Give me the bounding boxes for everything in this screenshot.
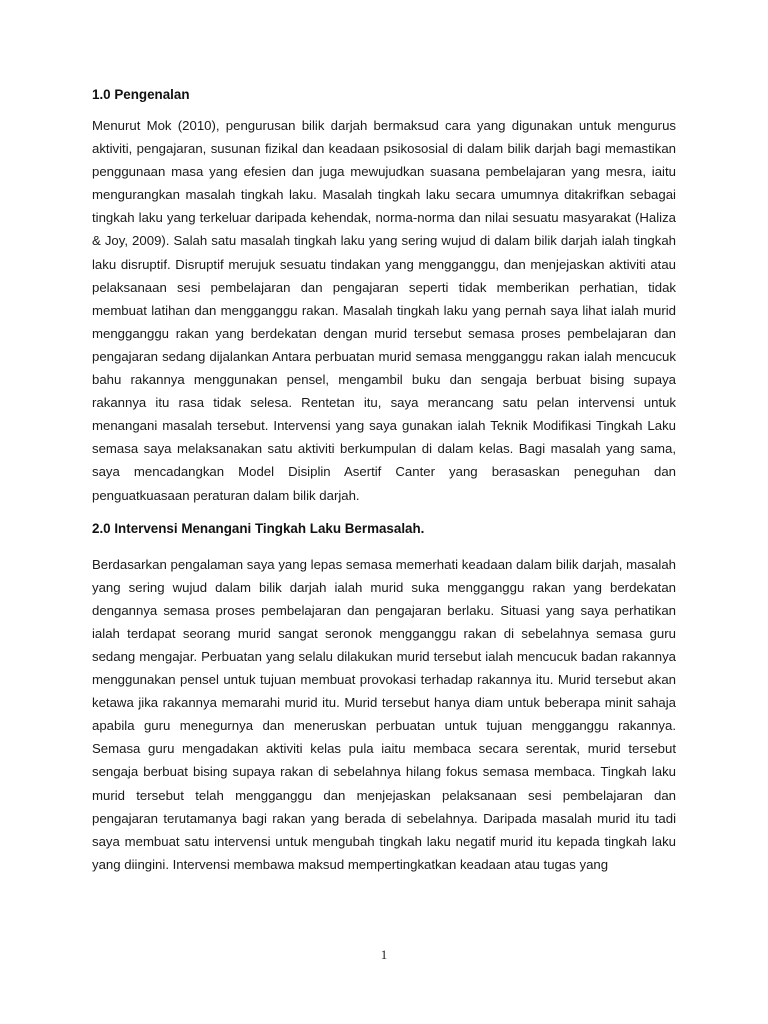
paragraph-intervensi: Berdasarkan pengalaman saya yang lepas semasa memerhati keadaan dalam bilik darjah, masalah yang sering wujud dalam bilik darjah ialah murid suka mengganggu rakan yang berdekatan dengannya semasa proses pembelajaran dan pengajaran berlaku. Situasi yang saya perhatikan ialah terdapat seorang murid sangat seronok mengganggu rakan di sebelahnya semasa guru sedang mengajar. Perbuatan yang selalu dilakukan murid tersebut ialah mencucuk badan rakannya menggunakan pensel untuk tujuan membuat provokasi terhadap rakannya itu. Murid tersebut akan ketawa jika rakannya memarahi murid itu. Murid tersebut hanya diam untuk beberapa minit sahaja apabila guru menegurnya dan meneruskan perbuatan untuk tujuan mengganggu rakannya. Semasa guru mengadakan aktiviti kelas pula iaitu membaca secara serentak, murid tersebut sengaja berbuat bising supaya rakan di sebelahnya hilang fokus semasa membaca. Tingkah laku murid tersebut telah mengganggu dan menjejaskan pelaksanaan sesi pembelajaran dan pengajaran terutamanya bagi rakan yang berada di sebelahnya. Daripada masalah murid itu tadi saya membuat satu intervensi untuk mengubah tingkah laku negatif murid itu kepada tingkah laku yang diingini. Intervensi membawa maksud mempertingkatkan keadaan atau tugas yang: [92, 556, 676, 872]
page-content: [92, 86, 676, 876]
section-heading-intervensi: 2.0 Intervensi Menangani Tingkah Laku Bermasalah.: [92, 520, 425, 536]
section-heading-pengenalan: 1.0 Pengenalan: [92, 87, 190, 102]
paragraph-pengenalan: Menurut Mok (2010), pengurusan bilik darjah bermaksud cara yang digunakan untuk mengurus aktiviti, pengajaran, susunan fizikal dan keadaan psikososial di dalam bilik darjah bagi memastikan penggunaan masa yang efesien dan juga mewujudkan suasana pembelajaran yang mesra, iaitu mengurangkan masalah tingkah laku. Masalah tingkah laku secara umumnya ditakrifkan sebagai tingkah laku yang terkeluar daripada kehendak, norma-norma dan nilai sesuatu masyarakat (Haliza & Joy, 2009). Salah satu masalah tingkah laku yang sering wujud di dalam bilik darjah ialah tingkah laku disruptif. Disruptif merujuk sesuatu tindakan yang mengganggu, dan menjejaskan aktiviti atau pelaksanaan sesi pembelajaran dan pengajaran seperti tidak memberikan perhatian, tidak membuat latihan dan mengganggu rakan. Masalah tingkah laku yang pernah saya lihat ialah murid mengganggu rakan yang berdekatan dengan murid tersebut semasa proses pembelajaran dan pengajaran sedang dijalankan Antara perbuatan murid semasa mengganggu rakan ialah mencucuk bahu rakannya menggunakan pensel, mengambil buku dan sengaja berbuat bising supaya rakannya itu rasa tidak selesa. Rentetan itu, saya merancang satu pelan intervensi untuk menangani masalah tersebut. Intervensi yang saya gunakan ialah Teknik Modifikasi Tingkah Laku semasa saya melaksanakan satu aktiviti berkumpulan di dalam kelas. Bagi masalah yang sama, saya mencadangkan Model Disiplin Asertif Canter yang berasaskan peneguhan dan penguatkuasaan peraturan dalam bilik darjah.: [92, 118, 676, 503]
page-number: 1: [380, 947, 388, 962]
